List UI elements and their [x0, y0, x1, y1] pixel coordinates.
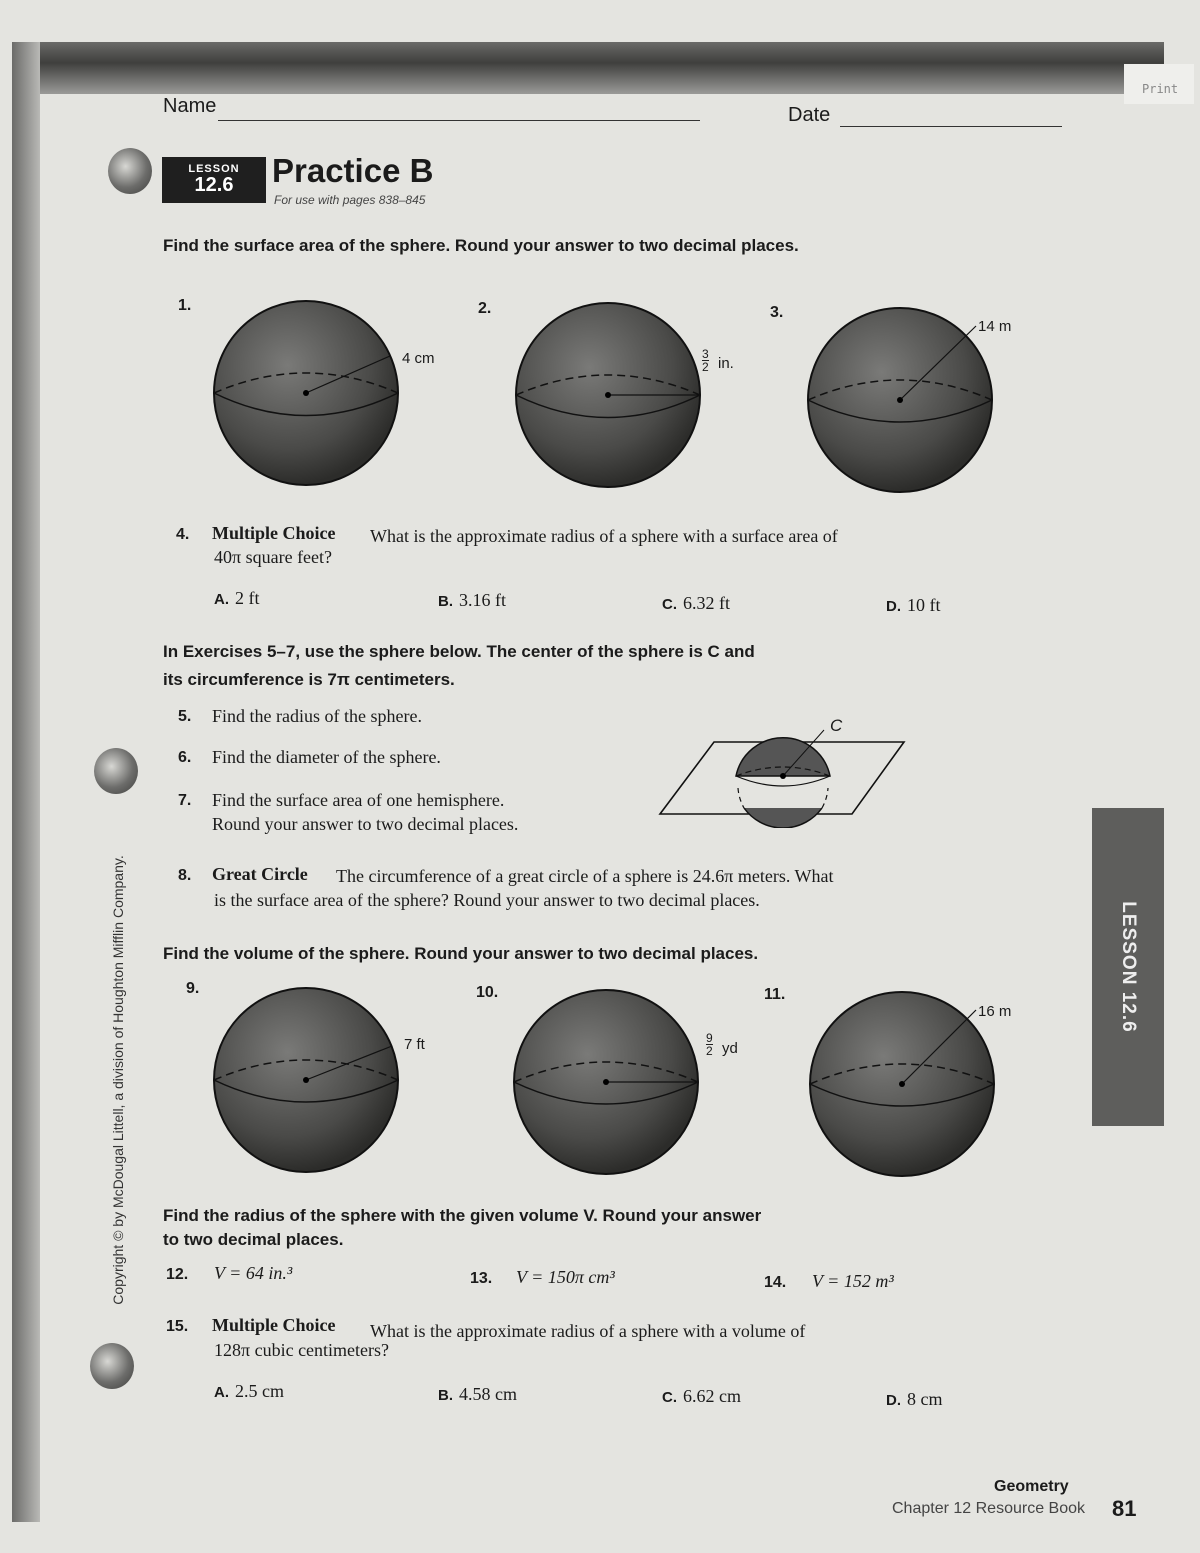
item-text: Round your answer to two decimal places. — [212, 814, 519, 834]
item-text: Find the radius of the sphere. — [212, 706, 422, 726]
lesson-word: LESSON — [188, 163, 240, 175]
choice-letter: C. — [662, 1389, 677, 1406]
top-scan-band — [14, 42, 1164, 94]
choice-value: 10 ft — [907, 595, 941, 615]
choice-option[interactable] — [886, 595, 941, 616]
sphere-on-plane-figure — [656, 718, 912, 828]
choice-option[interactable] — [662, 593, 730, 614]
lesson-badge — [162, 157, 266, 203]
item-number: 8. — [178, 867, 192, 884]
radius-label: 4 cm — [402, 350, 435, 367]
item-text: V = 64 in.³ — [214, 1263, 293, 1283]
q15-text: 128π cubic centimeters? — [214, 1340, 390, 1360]
item-number: 7. — [178, 792, 192, 809]
choice-letter: C. — [662, 596, 677, 613]
item-number: 5. — [178, 708, 192, 725]
choice-option[interactable] — [662, 1386, 741, 1407]
q4-text: 40π square feet? — [214, 547, 333, 567]
fraction-numerator: 3 — [702, 347, 709, 361]
choice-option[interactable] — [438, 590, 506, 611]
q15-heading: Multiple Choice — [212, 1315, 336, 1335]
lesson-number: 12.6 — [194, 174, 234, 196]
choice-value: 6.62 cm — [683, 1386, 741, 1406]
date-field[interactable] — [840, 112, 1062, 127]
item-number: 9. — [186, 980, 200, 997]
side-tab-label: LESSON 12.6 — [1118, 901, 1139, 1033]
choice-value: 6.32 ft — [683, 593, 730, 613]
choice-option[interactable] — [438, 1384, 517, 1405]
choice-value: 2.5 cm — [235, 1381, 284, 1401]
radius-label: 16 m — [978, 1003, 1012, 1020]
item-text: Find the surface area of one hemisphere. — [212, 790, 505, 810]
lesson-side-tab — [1092, 808, 1164, 1126]
sphere-figure-2 — [512, 300, 708, 490]
item-text: Find the diameter of the sphere. — [212, 747, 441, 767]
item-number: 4. — [176, 526, 190, 543]
choice-value: 8 cm — [907, 1389, 943, 1409]
radius-unit: in. — [718, 355, 734, 372]
section4-instruction: to two decimal places. — [163, 1230, 344, 1249]
copyright-notice: Copyright © by McDougal Littell, a division of Houghton Mifflin Company. — [110, 855, 126, 1305]
choice-letter: B. — [438, 1387, 453, 1404]
item-number: 3. — [770, 304, 784, 321]
footer-resource: Chapter 12 Resource Book — [892, 1500, 1085, 1517]
choice-letter: D. — [886, 598, 901, 615]
fraction-denominator: 2 — [706, 1044, 713, 1058]
radius-label: 14 m — [978, 318, 1012, 335]
choice-option[interactable] — [214, 588, 260, 609]
binder-hole-icon — [94, 748, 138, 794]
item-number: 15. — [166, 1318, 189, 1335]
item-text: V = 150π cm³ — [516, 1267, 615, 1287]
radius-label — [706, 1032, 713, 1057]
item-number: 14. — [764, 1274, 787, 1291]
binder-hole-icon — [108, 148, 152, 194]
q4-heading: Multiple Choice — [212, 523, 336, 543]
date-label: Date — [788, 104, 831, 126]
left-scan-band — [12, 42, 40, 1522]
choice-value: 2 ft — [235, 588, 260, 608]
radius-label: 7 ft — [404, 1036, 425, 1053]
choice-value: 4.58 cm — [459, 1384, 517, 1404]
item-text: V = 152 m³ — [812, 1271, 894, 1291]
item-number: 10. — [476, 984, 499, 1001]
fraction-numerator: 9 — [706, 1031, 713, 1045]
sphere-figure-9 — [210, 984, 406, 1178]
name-label: Name — [163, 95, 217, 117]
sphere-figure-3 — [804, 304, 1000, 496]
choice-letter: B. — [438, 593, 453, 610]
choice-letter: A. — [214, 591, 229, 608]
page-title: Practice B — [272, 152, 434, 189]
page-number: 81 — [1112, 1496, 1137, 1521]
footer-book: Geometry — [994, 1478, 1069, 1495]
choice-option[interactable] — [886, 1389, 943, 1410]
item-number: 2. — [478, 300, 492, 317]
item-number: 12. — [166, 1266, 189, 1283]
print-button[interactable]: Print — [1124, 64, 1194, 104]
sphere-figure-10 — [510, 986, 706, 1180]
section3-instruction: Find the volume of the sphere. Round your answer to two decimal places. — [163, 944, 759, 963]
name-field[interactable] — [218, 104, 700, 121]
choice-letter: D. — [886, 1392, 901, 1409]
q15-text: What is the approximate radius of a sphere with a volume of — [370, 1321, 806, 1341]
center-label: C — [830, 716, 843, 735]
item-number: 13. — [470, 1270, 493, 1287]
sphere-figure-1 — [208, 298, 408, 488]
binder-hole-icon — [90, 1343, 134, 1389]
fraction-denominator: 2 — [702, 360, 709, 374]
section4-instruction: Find the radius of the sphere with the given volume V. Round your answer — [163, 1206, 762, 1225]
radius-unit: yd — [722, 1040, 738, 1057]
item-number: 1. — [178, 297, 192, 314]
q8-heading: Great Circle — [212, 864, 308, 884]
q8-text: The circumference of a great circle of a sphere is 24.6π meters. What — [336, 866, 834, 886]
section1-instruction: Find the surface area of the sphere. Round your answer to two decimal places. — [163, 236, 799, 255]
choice-letter: A. — [214, 1384, 229, 1401]
choice-option[interactable] — [214, 1381, 284, 1402]
q4-text: What is the approximate radius of a sphere with a surface area of — [370, 526, 838, 546]
sphere-figure-11 — [806, 986, 1002, 1182]
section2-instruction: its circumference is 7π centimeters. — [163, 670, 455, 689]
item-number: 11. — [764, 986, 786, 1003]
radius-label — [702, 348, 709, 373]
page-subtitle: For use with pages 838–845 — [274, 193, 426, 207]
choice-value: 3.16 ft — [459, 590, 506, 610]
item-number: 6. — [178, 749, 192, 766]
q8-text: is the surface area of the sphere? Round your answer to two decimal places. — [214, 890, 760, 910]
section2-instruction: In Exercises 5–7, use the sphere below. The center of the sphere is C and — [163, 642, 755, 661]
